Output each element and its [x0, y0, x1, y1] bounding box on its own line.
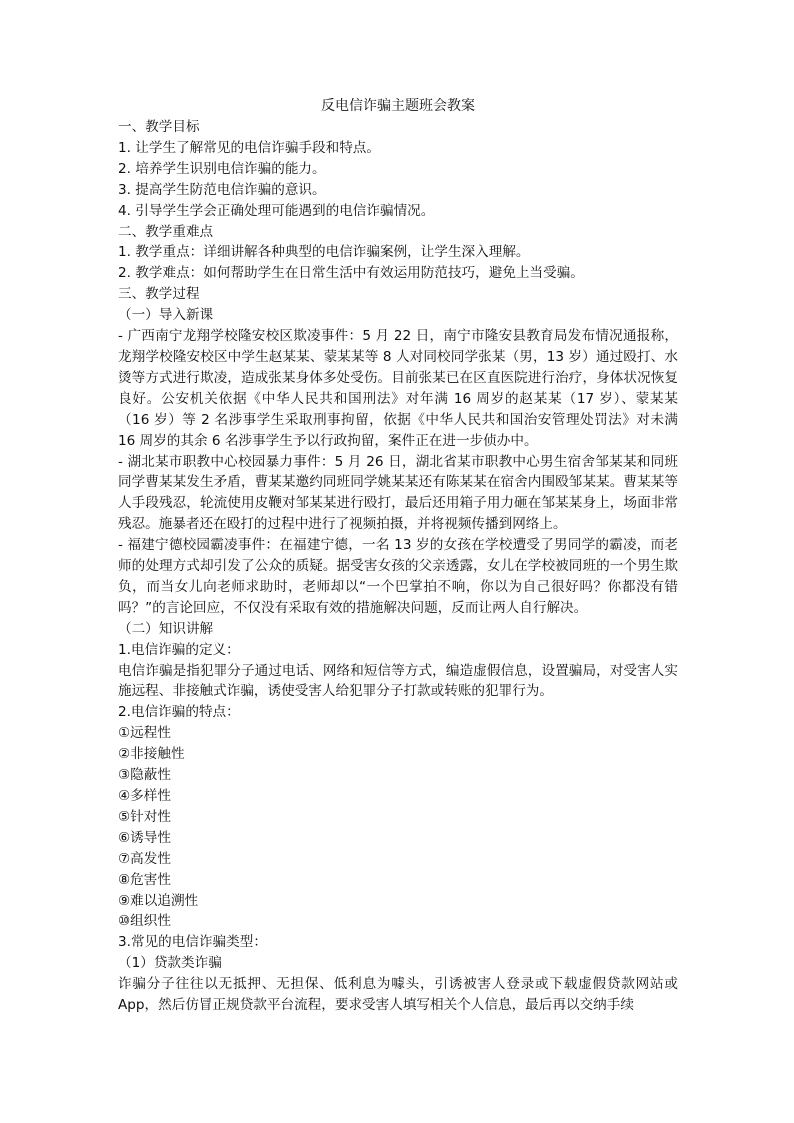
feature-item: ⑥诱导性	[118, 829, 171, 846]
goal-item: 3. 提高学生防范电信诈骗的意识。	[118, 181, 326, 198]
subsection-heading-knowledge: （二）知识讲解	[118, 620, 214, 637]
feature-item: ①远程性	[118, 725, 171, 742]
keypoint-item: 1. 教学重点：详细讲解各种典型的电信诈骗案例，让学生深入理解。	[118, 244, 530, 261]
case-paragraph: - 广西南宁龙翔学校隆安校区欺凌事件：5 月 22 日，南宁市隆安县教育局发布情况通报称，龙翔学校隆安校区中学生赵某某、蒙某某等 8 人对同校同学张某（男，13 岁）通过殴打、水烫等方式进行欺凌，造成张某身体多处受伤。目前张某已在区直医院进行治疗，身体状况恢复良好。公安机关依据《中华人民共和国刑法》对年满 16 周岁的赵某某（17 岁）、蒙某某（16 岁）等 2 名涉事学生采取刑事拘留，依据《中华人民共和国治安管理处罚法》对未满 16 周岁的其余 6 名涉事学生予以行政拘留，案件正在进一步侦办中。	[118, 328, 678, 449]
goal-item: 2. 培养学生识别电信诈骗的能力。	[118, 160, 326, 177]
document-page	[118, 96, 678, 1016]
goal-item: 4. 引导学生学会正确处理可能遇到的电信诈骗情况。	[118, 202, 435, 219]
subsection-heading-intro: （一）导入新课	[118, 307, 214, 324]
feature-item: ⑤针对性	[118, 808, 171, 825]
section-heading-goals: 一、教学目标	[118, 119, 200, 135]
keypoint-item: 2. 教学难点：如何帮助学生在日常生活中有效运用防范技巧，避免上当受骗。	[118, 265, 584, 282]
definition-text: 电信诈骗是指犯罪分子通过电话、网络和短信等方式，编造虚假信息，设置骗局，对受害人实施远程、非接触式诈骗，诱使受害人给犯罪分子打款或转账的犯罪行为。	[118, 662, 678, 700]
feature-item: ②非接触性	[118, 746, 185, 763]
features-heading: 2.电信诈骗的特点：	[118, 704, 240, 721]
section-heading-keypoints: 二、教学重难点	[118, 223, 214, 240]
case-paragraph: - 福建宁德校园霸凌事件：在福建宁德，一名 13 岁的女孩在学校遭受了男同学的霸凌，而老师的处理方式却引发了公众的质疑。据受害女孩的父亲透露，女儿在学校被同班的一个男生欺负，而当女儿向老师求助时，老师却以“一个巴掌拍不响，你以为自己很好吗？你都没有错吗？”的言论回应，不仅没有采取有效的措施解决问题，反而让两人自行解决。	[118, 537, 678, 616]
case-paragraph: - 湖北某市职教中心校园暴力事件：5 月 26 日，湖北省某市职教中心男生宿舍邹某某和同班同学曹某某发生矛盾，曹某某邀约同班同学姚某某还有陈某某在宿舍内围殴邹某某。曹某某等人手段残忍，轮流使用皮鞭对邹某某进行殴打，最后还用箱子用力砸在邹某某身上，场面非常残忍。施暴者还在殴打的过程中进行了视频拍摄，并将视频传播到网络上。	[118, 453, 678, 533]
feature-item: ④多样性	[118, 788, 171, 804]
section-heading-process: 三、教学过程	[118, 286, 200, 303]
feature-item: ③隐蔽性	[118, 767, 171, 784]
loan-type-text: 诈骗分子往往以无抵押、无担保、低利息为噱头，引诱被害人登录或下载虚假贷款网站或 App，然后仿冒正规贷款平台流程，要求受害人填写相关个人信息，最后再以交纳手续	[118, 976, 678, 1014]
feature-item: ⑦高发性	[118, 850, 171, 867]
definition-heading: 1.电信诈骗的定义：	[118, 641, 240, 658]
loan-type-heading: （1）贷款类诈骗	[118, 955, 222, 972]
feature-item: ⑩组织性	[118, 913, 171, 930]
document-title: 反电信诈骗主题班会教案	[321, 98, 475, 114]
types-heading: 3.常见的电信诈骗类型：	[118, 934, 267, 951]
goal-item: 1. 让学生了解常见的电信诈骗手段和特点。	[118, 139, 380, 156]
feature-item: ⑧危害性	[118, 871, 171, 888]
feature-item: ⑨难以追溯性	[118, 892, 199, 909]
